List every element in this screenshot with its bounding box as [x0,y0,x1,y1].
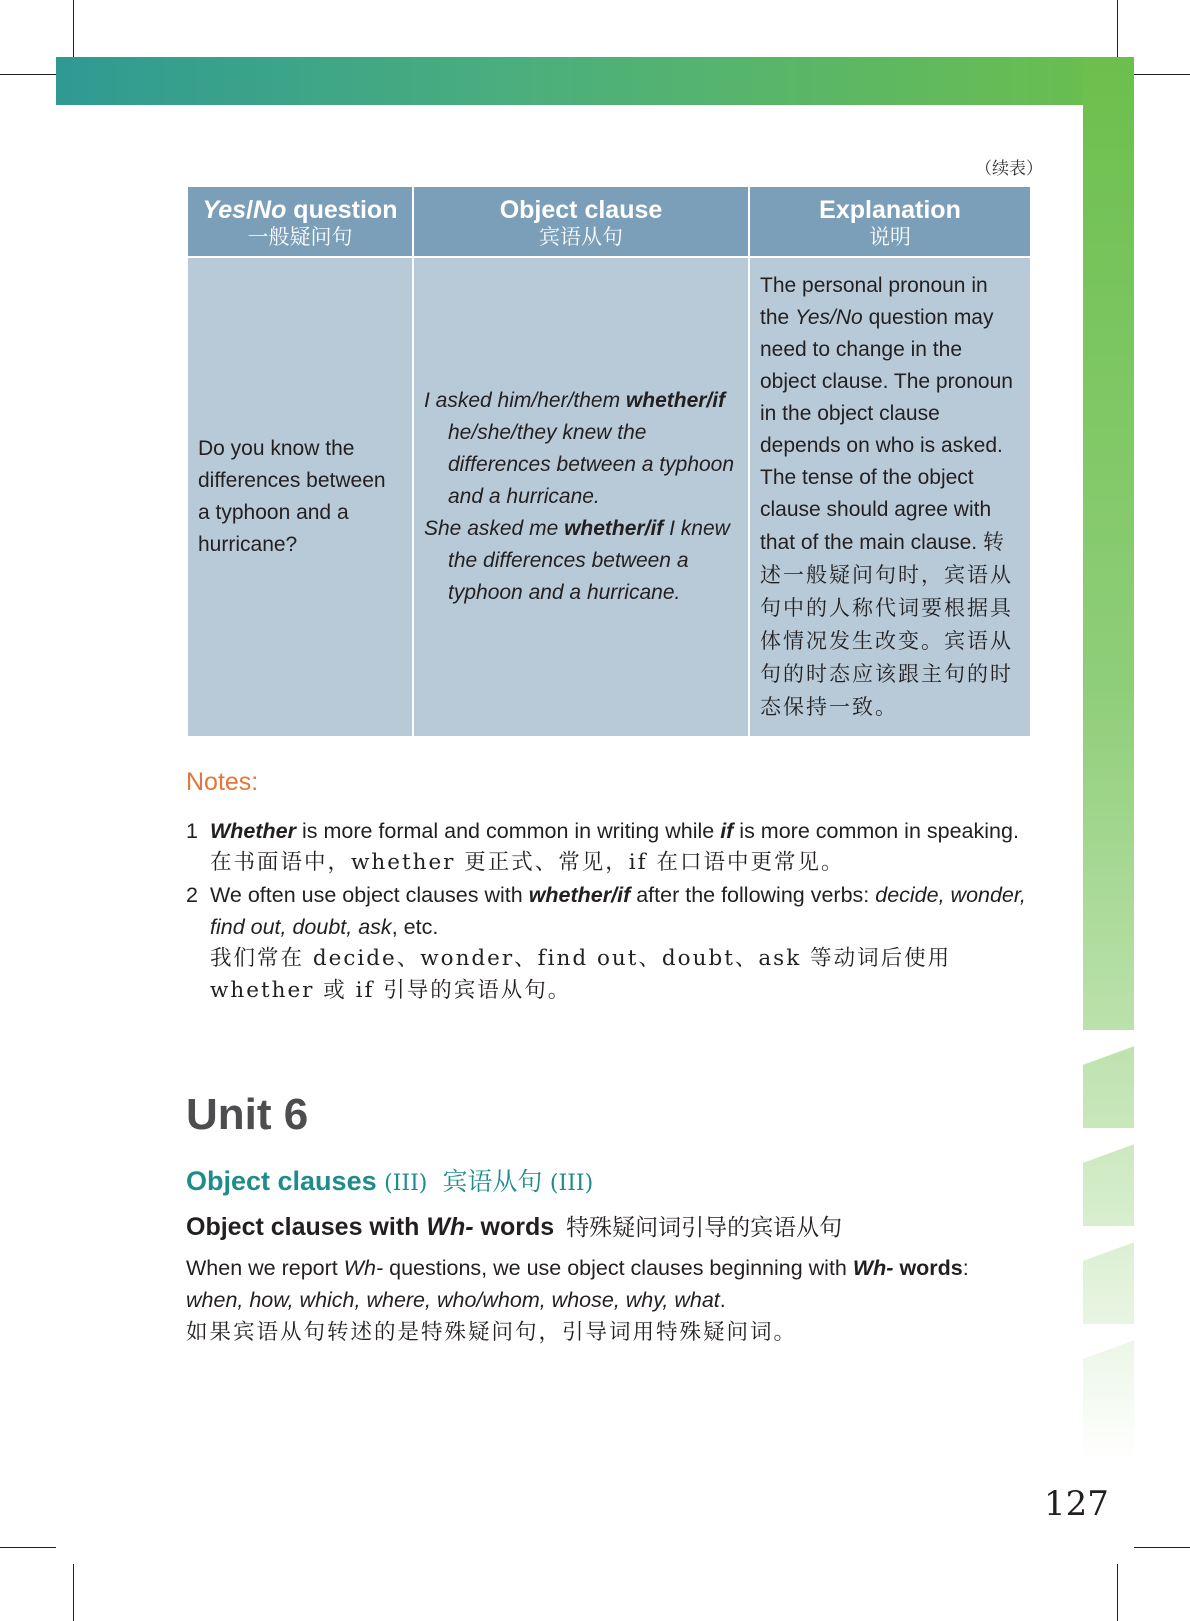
note-zh: 我们常在 decide、wonder、find out、doubt、ask 等动词后使用 whether 或 if 引导的宾语从句。 [210,946,952,1003]
object-clause-cell [413,257,749,736]
header-explanation: Explanation 说明 [749,187,1030,257]
note-item: 2 We often use object clauses with whether/if after the following verbs: decide, wonder, find out, doubt, ask, etc. 我们常在 decide、wonder、find out、doubt、ask 等动词后使用 whether 或 if 引导的宾语从句。 [186,879,1026,1007]
side-stripe [1083,1128,1134,1186]
side-stripe [1083,1226,1134,1284]
side-stripe [1083,1324,1134,1382]
unit-title: Unit 6 [186,1090,309,1139]
body-paragraph: When we report Wh- questions, we use object clauses beginning with Wh- words: when, how, which, where, who/whom, whose, why, what. 如果宾语从句转述的是特殊疑问句，引导词用特殊疑问词。 [186,1256,969,1345]
crop-mark [1134,1547,1190,1548]
subheading: Object clauses with Wh- words 特殊疑问词引导的宾语从句 [186,1213,843,1241]
body-zh: 如果宾语从句转述的是特殊疑问句，引导词用特殊疑问词。 [186,1320,798,1345]
crop-mark [0,1547,56,1548]
notes-list [186,815,1026,1007]
note-zh: 在书面语中，whether 更正式、常见，if 在口语中更常见。 [210,850,845,875]
question-cell: Do you know the differences between a typhoon and a hurricane? [188,257,413,736]
header-yes-no-question: Yes/No question 一般疑问句 [188,187,413,257]
section-title: Object clauses (III) 宾语从句 (III) [186,1166,594,1196]
crop-mark [1134,74,1190,75]
crop-mark [73,0,74,57]
crop-mark [0,74,56,75]
example-sentence: She asked me whether/if I knew the differences between a typhoon and a hurricane. [424,517,730,605]
table-header-row [188,187,1030,257]
crop-mark [73,1564,74,1621]
header-band [56,57,1134,105]
note-item: 1 Whether is more formal and common in writing while if is more common in speaking. 在书面语中，whether 更正式、常见，if 在口语中更常见。 [186,815,1026,879]
side-stripe [1083,1030,1134,1088]
page-number: 127 [1044,1484,1109,1524]
explanation-zh: 转述一般疑问句时，宾语从句中的人称代词要根据具体情况发生改变。宾语从句的时态应该跟主句的时态保持一致。 [760,530,1013,720]
table-row [188,257,1030,736]
crop-mark [1117,1564,1118,1621]
header-object-clause: Object clause 宾语从句 [413,187,749,257]
grammar-table [188,187,1030,736]
explanation-cell: The personal pronoun in the Yes/No question may need to change in the object clause. The pronoun in the object clause depends on who is asked. The tense of the object clause should agree with that of the main clause. 转述一般疑问句时，宾语从句中的人称代词要根据具体情况发生改变。宾语从句的时态应该跟主句的时态保持一致。 [749,257,1030,736]
example-sentence: I asked him/her/them whether/if he/she/they knew the differences between a typhoon and a hurricane. [424,389,735,509]
crop-mark [1117,0,1118,57]
continued-label: （续表） [975,159,1043,179]
notes-title: Notes: [186,768,259,796]
